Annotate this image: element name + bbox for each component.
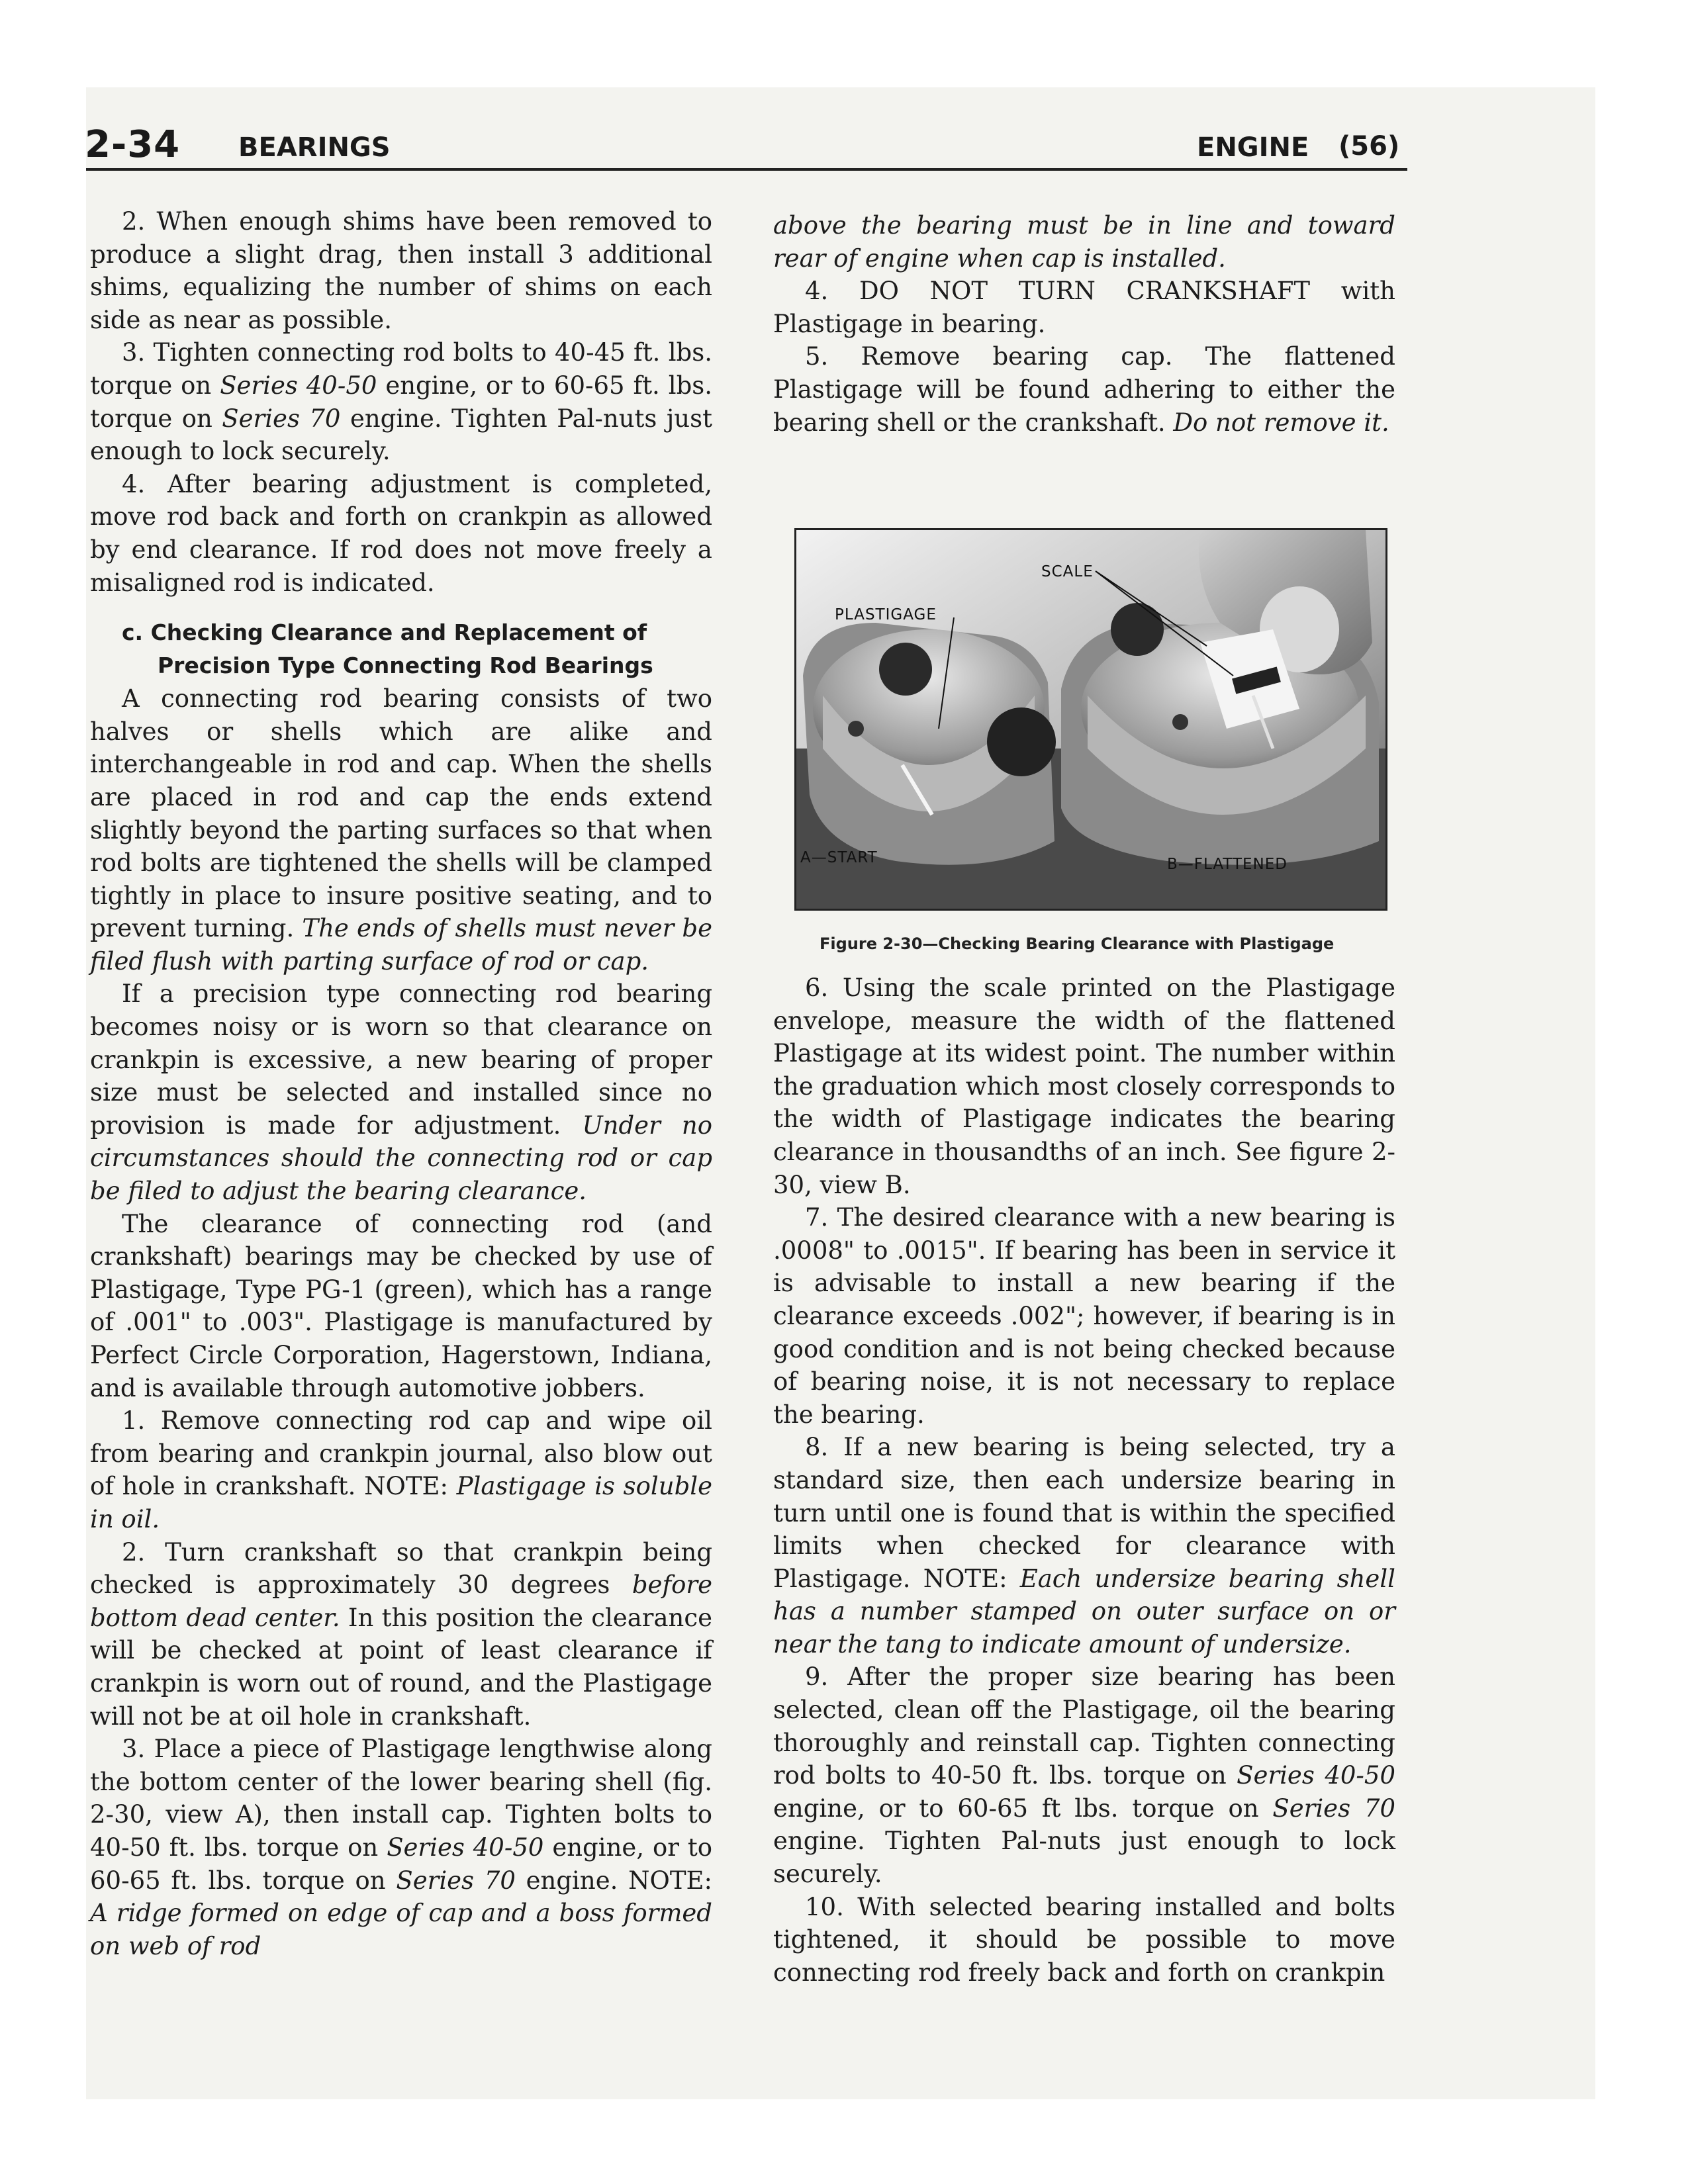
paragraph: 9. After the proper size bearing has been selected, clean off the Plastigage, oil the bearing thoroughly and reinstall cap. Tighten connecting rod bolts to 40-50 ft. lbs. torque on Series 40-50 engine, or to 60-65 ft lbs. torque on Series 70 engine. Tighten Pal-nuts just enough to lock securely. [773, 1662, 1395, 1889]
figure-caption: Figure 2-30—Checking Bearing Clearance with Plastigage [820, 934, 1335, 953]
paragraph: 4. After bearing adjustment is completed, move rod back and forth on crankpin as allowed by end clearance. If rod does not move freely a misaligned rod is indicated. [90, 469, 712, 597]
paragraph: 3. Tighten connecting rod bolts to 40-45 ft. lbs. torque on Series 40-50 engine, or to 60-65 ft. lbs. torque on Series 70 engine. Tighten Pal-nuts just enough to lock securely. [90, 338, 713, 466]
paragraph: 3. Place a piece of Plastigage lengthwise along the bottom center of the lower bearing shell (fig. 2-30, view A), then install cap. Tighten bolts to 40-50 ft. lbs. torque on Series 40-50 engine, or to 60-65 ft. lbs. torque on Series 70 engine. NOTE: A ridge formed on edge of cap and a boss formed on web of rod [90, 1735, 713, 1960]
paragraph: above the bearing must be in line and toward rear of engine when cap is installed. [773, 211, 1395, 273]
paragraph: 7. The desired clearance with a new bearing is .0008" to .0015". If bearing has been in service it is advisable to install a new bearing if the clearance exceeds .002"; however, if bearing is in good condition and is not being checked because of bearing noise, it is not necessary to replace the bearing. [773, 1203, 1395, 1429]
chapter-title: ENGINE [1197, 132, 1309, 163]
paragraph: 6. Using the scale printed on the Plastigage envelope, measure the width of the flattened Plastigage at its widest point. The number within the graduation which most closely corresponds to the width of Plastigage indicates the bearing clearance in thousandths of an inch. See figure 2-30, view B. [773, 974, 1395, 1199]
paragraph: 5. Remove bearing cap. The flattened Plastigage will be found adhering to either the bearing shell or the crankshaft. Do not remove it. [773, 342, 1395, 437]
right-column-top [773, 209, 1395, 439]
paragraph: The clearance of connecting rod (and crankshaft) bearings may be checked by use of Plastigage, Type PG-1 (green), which has a range of .001" to .003". Plastigage is manufactured by Perfect Circle Corporation, Hagerstown, Indiana, and is available through automotive jobbers. [90, 1209, 712, 1402]
label-start: A—START [800, 849, 878, 866]
label-plastigage: PLASTIGAGE [835, 606, 937, 623]
paragraph: If a precision type connecting rod bearing becomes noisy or is worn so that clearance on crankpin is excessive, a new bearing of proper size must be selected and installed since no provision is made for adjustment. Under no circumstances should the connecting rod or cap be filed to adjust the bearing clearance. [90, 979, 712, 1206]
label-scale: SCALE [1041, 563, 1094, 580]
paragraph: 1. Remove connecting rod cap and wipe oil from bearing and crankpin journal, also blow out of hole in crankshaft. NOTE: Plastigage is soluble in oil. [90, 1406, 712, 1533]
paragraph: A connecting rod bearing consists of two halves or shells which are alike and interchangeable in rod and cap. When the shells are placed in rod and cap the ends extend slightly beyond the parting surfaces so that when rod bolts are tightened the shells will be clamped tightly in place to insure positive seating, and to prevent turning. The ends of shells must never be filed flush with parting surface of rod or cap. [90, 684, 712, 976]
paragraph: 2. When enough shims have been removed to produce a slight drag, then install 3 additional shims, equalizing the number of shims on each side as near as possible. [90, 207, 712, 334]
page-reference: (56) [1338, 131, 1400, 161]
label-flattened: B—FLATTENED [1167, 856, 1288, 873]
right-column-bottom [773, 972, 1395, 1989]
section-title: BEARINGS [238, 132, 391, 163]
figure-photo [794, 528, 1387, 911]
bearing-photo-illustration [796, 530, 1385, 909]
paragraph: 8. If a new bearing is being selected, try a standard size, then each undersize bearing in turn until one is found that is within the specified limits when checked for clearance with Plastigage. NOTE: Each undersize bearing shell has a number stamped on outer surface on or near the tang to indicate amount of undersize. [773, 1433, 1395, 1659]
section-heading: c. Checking Clearance and Replacement of Precision Type Connecting Rod Bearings [122, 619, 653, 679]
left-column [90, 205, 712, 1962]
paragraph: 10. With selected bearing installed and bolts tightened, it should be possible to move connecting rod freely back and forth on crankpin [773, 1892, 1395, 1987]
paragraph: 2. Turn crankshaft so that crankpin being checked is approximately 30 degrees before bottom dead center. In this position the clearance will be checked at point of least clearance if crankpin is worn out of round, and the Plastigage will not be at oil hole in crankshaft. [90, 1537, 712, 1731]
header-rule [86, 168, 1407, 171]
page-number: 2-34 [85, 123, 181, 166]
paragraph: 4. DO NOT TURN CRANKSHAFT with Plastigage in bearing. [773, 277, 1395, 338]
